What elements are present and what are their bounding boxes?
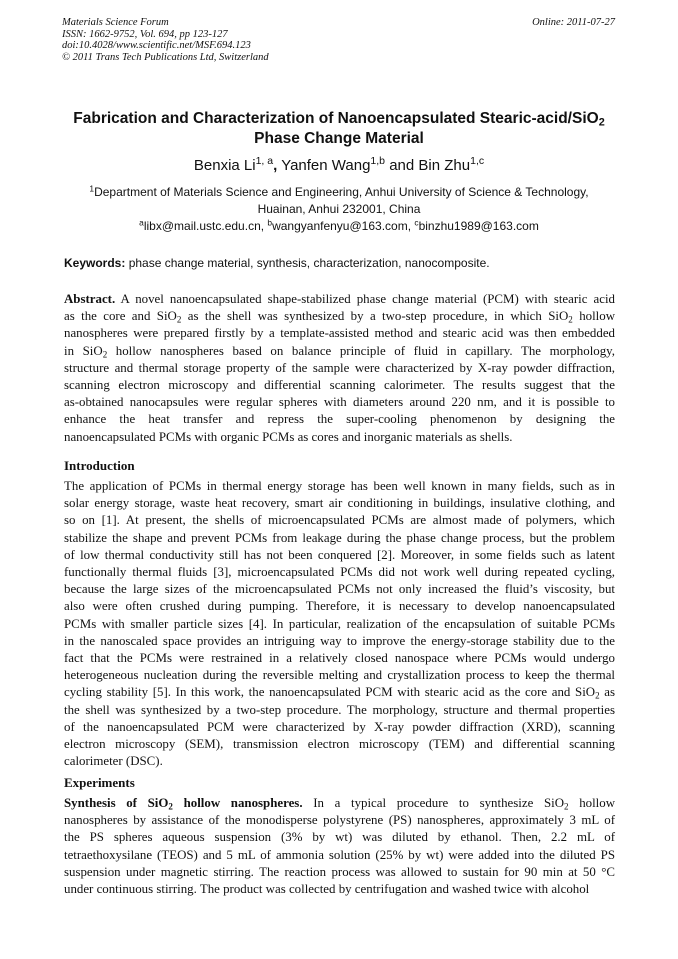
keywords-label: Keywords:	[64, 256, 126, 270]
text-line: scanning electron microscopy and differential scanning calorimeter. The results suggest that the	[64, 378, 615, 393]
text-line: PCMs with smaller particle sizes [4]. In particular, realization of the encapsulation of suitable PCMs	[64, 616, 615, 631]
text-line: in SiO$_2$ hollow nanospheres based on balance principle of fluid in capillary. The morphology,	[64, 343, 615, 359]
online-date: Online: 2011-07-27	[532, 17, 615, 28]
text-line: in the nanoscaled space provides an intriguing way to improve the energy-storage stability due to the	[64, 633, 615, 648]
author-name: Benxia Li	[193, 157, 256, 174]
text-line: as the core and SiO$_2$ as the shell was synthesized by a two-step procedure, in which SiO$_2$ hollow	[64, 309, 615, 325]
text-line: cycling stability [5]. In this work, the nanoencapsulated PCM with stearic acid as the core and SiO$_2$ as	[64, 685, 615, 701]
text-line: enhance the heat transfer and repress the super-cooling phenomenon by designing the	[64, 412, 615, 427]
section-heading-introduction: Introduction	[64, 458, 135, 473]
text-line: stabilize the shape and prevent PCMs from leakage during the phase change process, but the problem	[64, 530, 615, 545]
text-line: nanoencapsulated PCMs with organic PCMs as cores and inorganic materials as shells.	[64, 429, 513, 444]
journal-header	[62, 17, 269, 63]
text-line: of low thermal conductivity still has not been conquered [2]. Moreover, in some fields such as latent	[64, 547, 615, 562]
author-list: Benxia Li$^{1, a}$, Yanfen Wang$^{1,b}$ and Bin Zhu$^{1,c}$	[193, 155, 485, 174]
email-link[interactable]: libx@mail.ustc.edu.cn,	[143, 219, 265, 233]
text-line: The application of PCMs in thermal energy storage has been well known in many fields, such as in	[64, 479, 615, 493]
copyright-line: © 2011 Trans Tech Publications Ltd, Switzerland	[62, 51, 269, 63]
abstract-label: Abstract.	[64, 292, 116, 306]
text-line: electron microscopy (SEM), transmission electron microscopy (TEM) and differential scanning	[64, 737, 615, 752]
text-line: as-obtained nanocapsules were regular spheres with diameters around 220 nm, and it is possible to	[64, 395, 615, 410]
journal-name: Materials Science Forum	[62, 17, 169, 28]
keywords-text: phase change material, synthesis, characterization, nanocomposite.	[128, 256, 490, 270]
author-name: Bin Zhu	[418, 157, 471, 174]
text-line: the shell was synthesized by a two-step procedure. The morphology, structure and thermal properties	[64, 702, 615, 717]
text-line: the PS spheres aqueous suspension (3% by wt) was diluted by ethanol. Then, 2.2 mL of	[64, 830, 615, 845]
text-line: tetraethoxysilane (TEOS) and 5 mL of ammonia solution (25% by wt) were added into the diluted PS	[64, 847, 615, 862]
text-line: functionally thermal fluids [3], microencapsulated PCMs did not work well during repeated cycling,	[64, 565, 615, 580]
issn-line: ISSN: 1662-9752, Vol. 694, pp 123-127	[62, 28, 228, 40]
doi-line: doi:10.4028/www.scientific.net/MSF.694.123	[62, 40, 251, 52]
text-line: structure and thermal storage property of the sample were characterized by X-ray powder diffraction,	[64, 360, 615, 375]
text-line: solar energy storage, waste heat recovery, smart air conditioning in buildings, insulative clothing, and	[64, 496, 615, 511]
text-line: Synthesis of SiO$_2$ hollow nanospheres. In a typical procedure to synthesize SiO$_2$ hollow	[64, 796, 615, 812]
text-line: heterogeneous nucleation during the reversible melting and crystallization process to keep the thermal	[64, 668, 615, 683]
text-line: nanospheres were prepared firstly by a template-assisted method and stearic acid was then embedded	[64, 326, 615, 341]
email-link[interactable]: wangyanfenyu@163.com,	[272, 219, 412, 233]
author-name: Yanfen Wang	[281, 157, 371, 174]
text-line: under continuous stirring. The product was collected by centrifugation and washed twice with alcohol	[64, 882, 590, 897]
paper-title: Fabrication and Characterization of Nanoencapsulated Stearic-acid/SiO$_2$ Phase Change Material	[73, 110, 605, 147]
text-line: also were often crushed during pumping. Therefore, it is necessary to develop nanoencapsulated	[64, 599, 615, 614]
text-line: fact that the PCMs were restrained in a relatively closed nanospace where PCMs would undergo	[64, 651, 615, 666]
text-line: so on [1]. At present, the shells of microencapsulated PCMs are almost made of polymers, which	[64, 513, 615, 528]
abstract	[64, 291, 615, 446]
text-line: calorimeter (DSC).	[64, 754, 163, 769]
introduction-body	[64, 478, 615, 770]
subsection-label: Synthesis of SiO$_2$ hollow nanospheres.	[64, 796, 303, 812]
keywords	[64, 256, 490, 270]
text-line: Abstract. A novel nanoencapsulated shape-stabilized phase change material (PCM) with stearic acid	[64, 292, 615, 306]
text-line: suspension under magnetic stirring. The reaction process was allowed to sustain for 90 min at 50 °C	[64, 864, 615, 879]
author-emails: $^a$libx@mail.ustc.edu.cn, $^b$wangyanfenyu@163.com, $^c$binzhu1989@163.com	[139, 217, 539, 233]
affiliation: $^1$Department of Materials Science and Engineering, Anhui University of Science & Technology, Huainan, Anhui 232001, China	[89, 183, 589, 216]
section-heading-experiments: Experiments	[64, 775, 135, 790]
text-line: nanospheres by assistance of the monodisperse polystyrene (PS) nanospheres, approximately 3 mL of	[64, 813, 615, 828]
email-link[interactable]: binzhu1989@163.com	[418, 219, 539, 233]
text-line: of the nanoencapsulated PCM were characterized by X-ray powder diffraction (XRD), scanning	[64, 719, 615, 734]
experiments-body	[64, 795, 615, 898]
text-line: because the large sizes of the microencapsulated PCMs not only increased the fluid’s viscosity, but	[64, 582, 615, 597]
